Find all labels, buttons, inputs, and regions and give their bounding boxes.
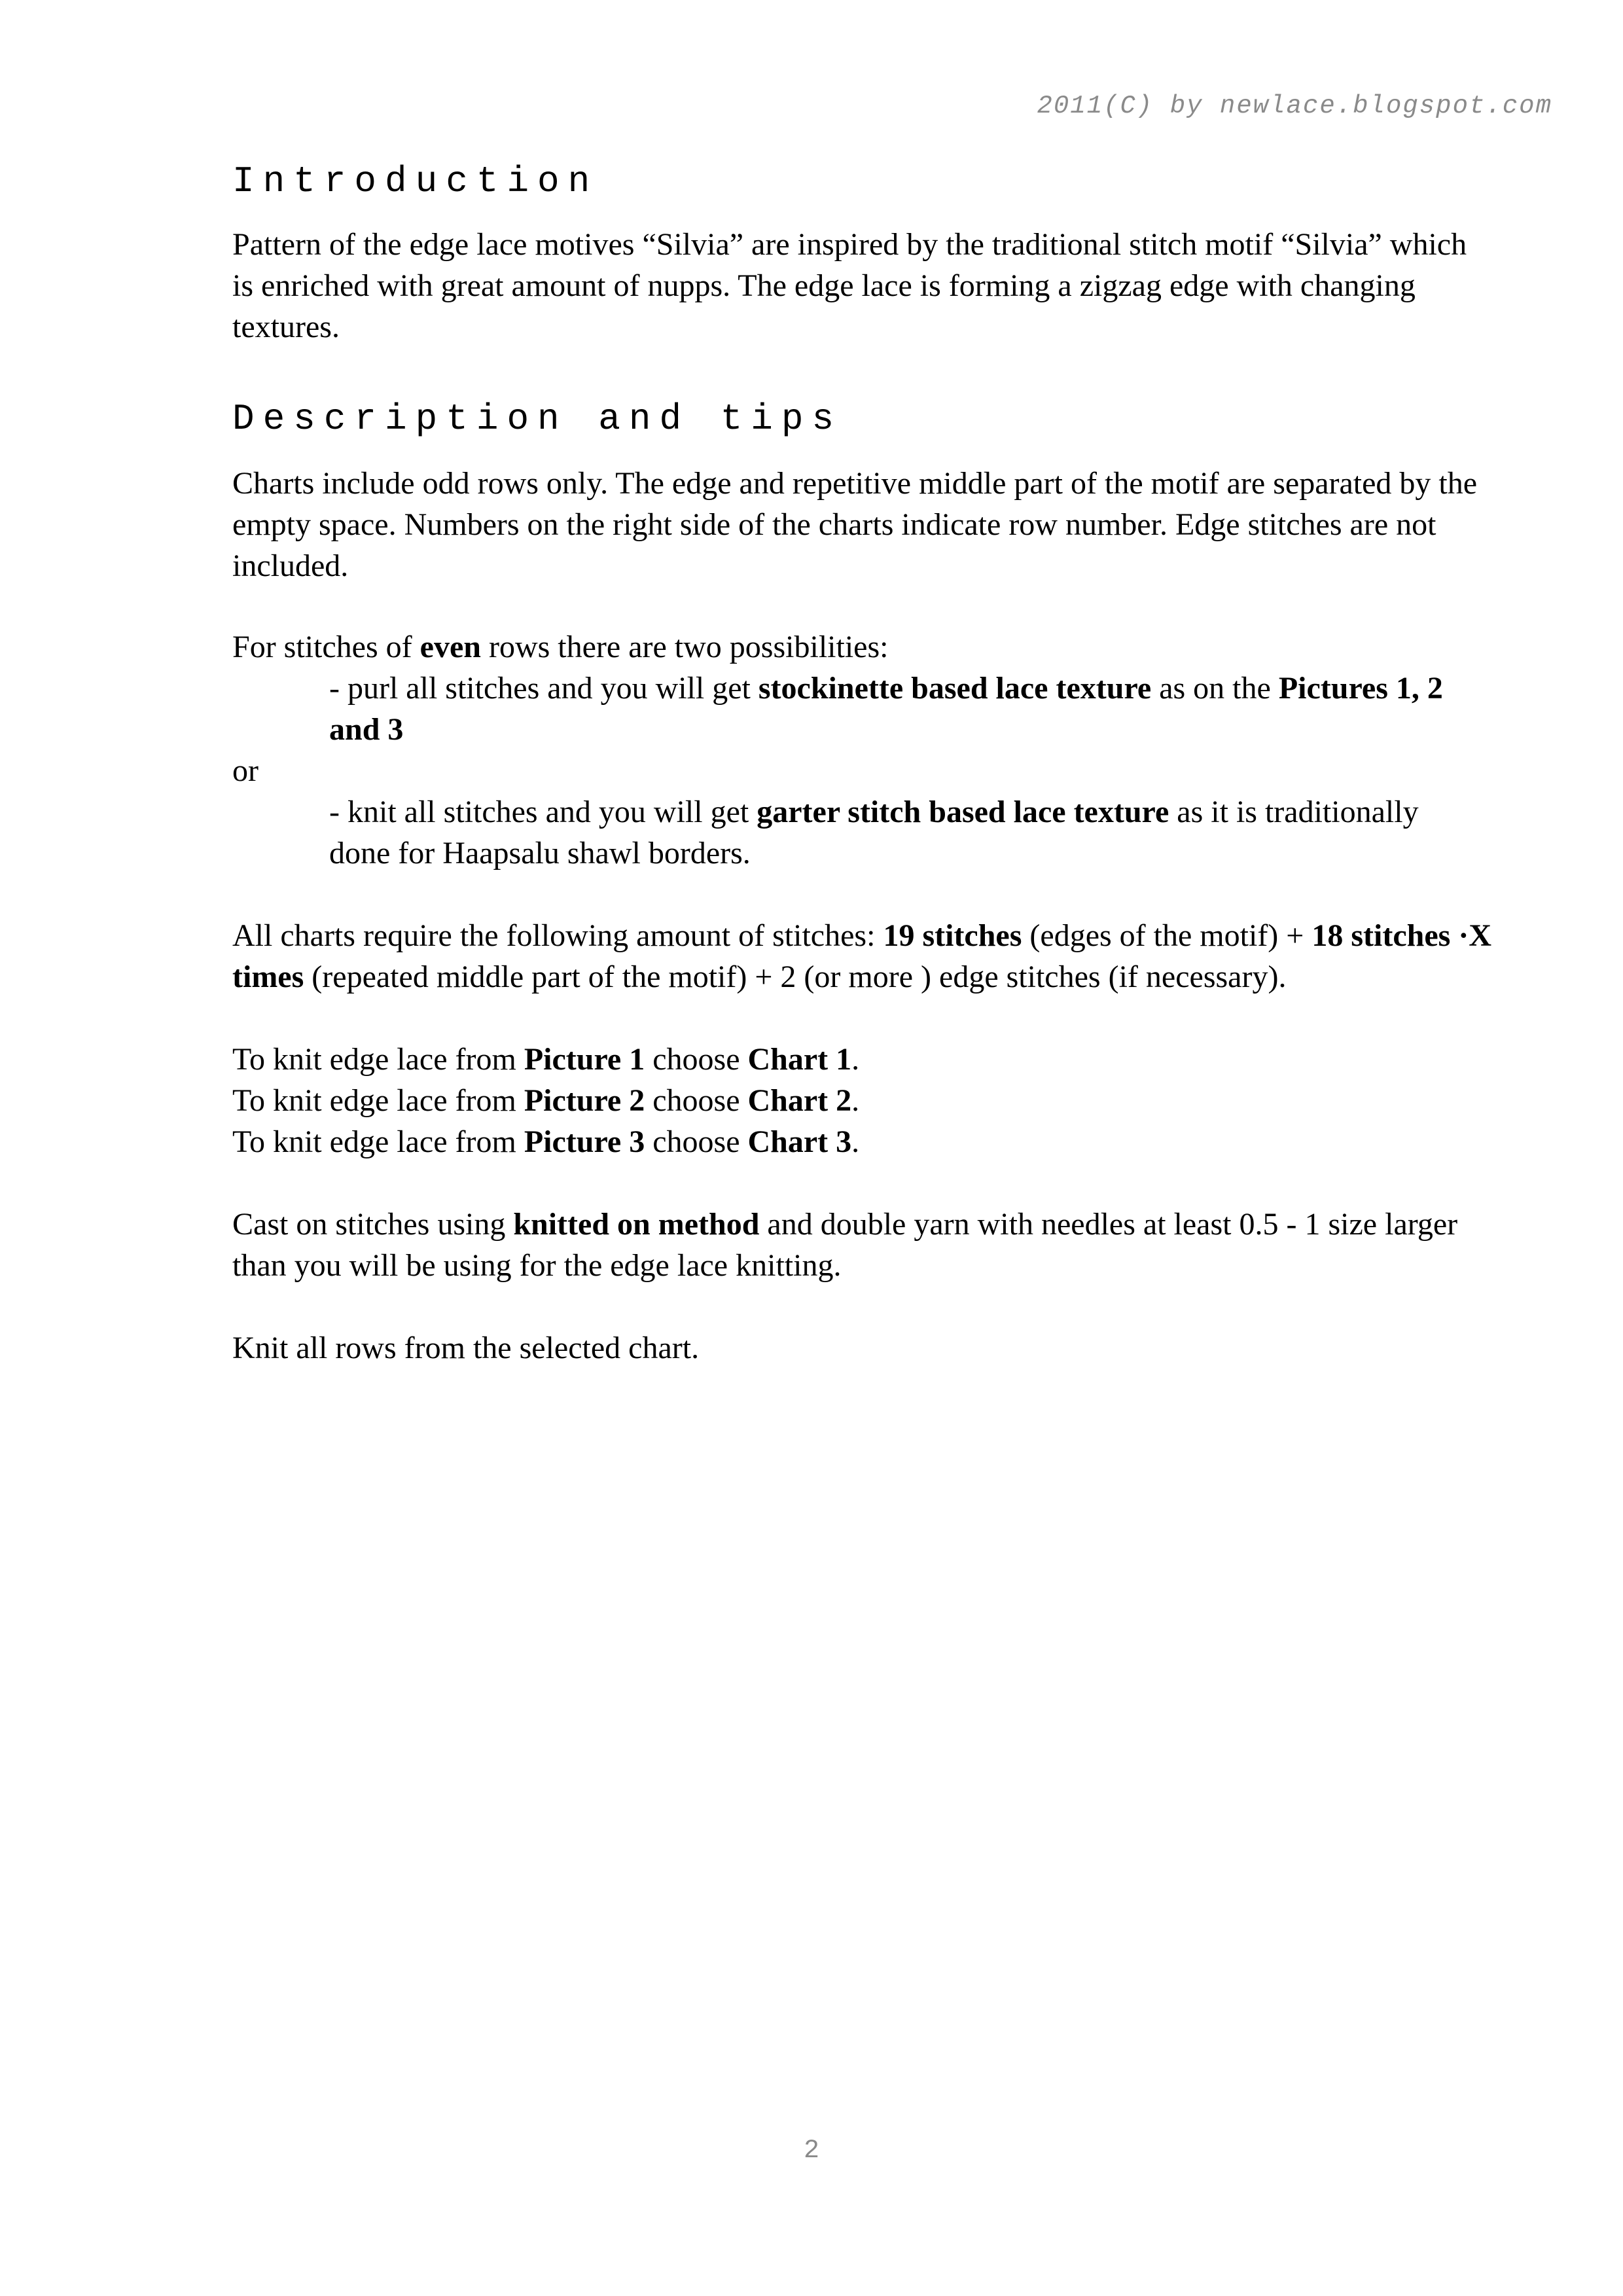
knit-option-bold: garter stitch based lace texture <box>757 795 1169 829</box>
chart-ref: Chart 1 <box>747 1042 852 1077</box>
picture-chart-text: To knit edge lace from <box>232 1042 524 1077</box>
knit-option <box>329 791 1560 874</box>
description-heading: Description and tips <box>232 398 843 440</box>
charts-line-1: Charts include odd rows only. The edge and repetitive middle part of the motif are separated by the <box>232 466 1478 501</box>
stitch-count-bold-2: 18 stitches ·X <box>1311 918 1491 953</box>
stitch-count-text-2: (edges of the motif) + <box>1022 918 1312 953</box>
cast-on-text-3: than you will be using for the edge lace knitting. <box>232 1248 842 1283</box>
knit-option-text-1: - knit all stitches and you will get <box>329 795 757 829</box>
even-rows-text-1: For stitches of <box>232 630 420 664</box>
knit-all-paragraph: Knit all rows from the selected chart. <box>232 1331 700 1365</box>
even-rows-text-2: rows there are two possibilities: <box>480 630 889 664</box>
picture-chart-text: choose <box>645 1124 748 1159</box>
purl-option-bold-2: Pictures 1, 2 <box>1278 671 1443 706</box>
intro-line-2: is enriched with great amount of nupps. The edge lace is forming a zigzag edge with changing <box>232 268 1416 303</box>
intro-line-1: Pattern of the edge lace motives “Silvia” are inspired by the traditional stitch motif “Silvia” which <box>232 227 1467 262</box>
cast-on-bold: knitted on method <box>513 1207 760 1242</box>
purl-option <box>329 668 1560 750</box>
stitch-count-text-3: (repeated middle part of the motif) + 2 (or more ) edge stitches (if necessary). <box>304 960 1287 994</box>
purl-option-bold-1: stockinette based lace texture <box>758 671 1152 706</box>
purl-option-text-2: as on the <box>1151 671 1279 706</box>
picture-chart-line <box>232 1124 859 1159</box>
picture-chart-text: choose <box>645 1042 748 1077</box>
picture-chart-line <box>232 1042 859 1077</box>
cast-on-text-2: and double yarn with needles at least 0.5 - 1 size larger <box>759 1207 1458 1242</box>
even-rows-bold: even <box>419 630 481 664</box>
even-rows-paragraph <box>232 626 1561 668</box>
picture-chart-text: . <box>851 1083 860 1118</box>
chart-ref: Chart 2 <box>747 1083 852 1118</box>
picture-chart-text: . <box>851 1042 860 1077</box>
picture-ref: Picture 1 <box>524 1042 645 1077</box>
intro-line-3: textures. <box>232 310 340 344</box>
stitch-count-bold-1: 19 stitches <box>883 918 1022 953</box>
picture-chart-text: . <box>851 1124 860 1159</box>
introduction-paragraph <box>232 224 1561 348</box>
picture-chart-list <box>232 1039 1561 1162</box>
picture-ref: Picture 3 <box>524 1124 645 1159</box>
cast-on-text-1: Cast on stitches using <box>232 1207 514 1242</box>
cast-on-paragraph <box>232 1204 1561 1286</box>
picture-chart-text: To knit edge lace from <box>232 1083 524 1118</box>
picture-chart-line <box>232 1083 859 1118</box>
chart-ref: Chart 3 <box>747 1124 852 1159</box>
purl-option-bold-3: and 3 <box>329 712 404 747</box>
copyright-note: 2011(C) by newlace.blogspot.com <box>1037 92 1552 120</box>
stitch-count-bold-3: times <box>232 960 304 994</box>
picture-chart-text: To knit edge lace from <box>232 1124 524 1159</box>
picture-chart-text: choose <box>645 1083 748 1118</box>
knit-option-text-3: done for Haapsalu shawl borders. <box>329 836 751 870</box>
page-number: 2 <box>803 2136 819 2166</box>
charts-paragraph <box>232 463 1561 586</box>
purl-option-text-1: - purl all stitches and you will get <box>329 671 758 706</box>
stitch-count-text-1: All charts require the following amount of stitches: <box>232 918 883 953</box>
or-label: or <box>232 753 259 788</box>
charts-line-2: empty space. Numbers on the right side of the charts indicate row number. Edge stitches are not <box>232 507 1436 542</box>
knit-option-text-2: as it is traditionally <box>1169 795 1419 829</box>
picture-ref: Picture 2 <box>524 1083 645 1118</box>
stitch-count-paragraph <box>232 915 1561 997</box>
introduction-heading: Introduction <box>232 160 599 202</box>
charts-line-3: included. <box>232 548 349 583</box>
